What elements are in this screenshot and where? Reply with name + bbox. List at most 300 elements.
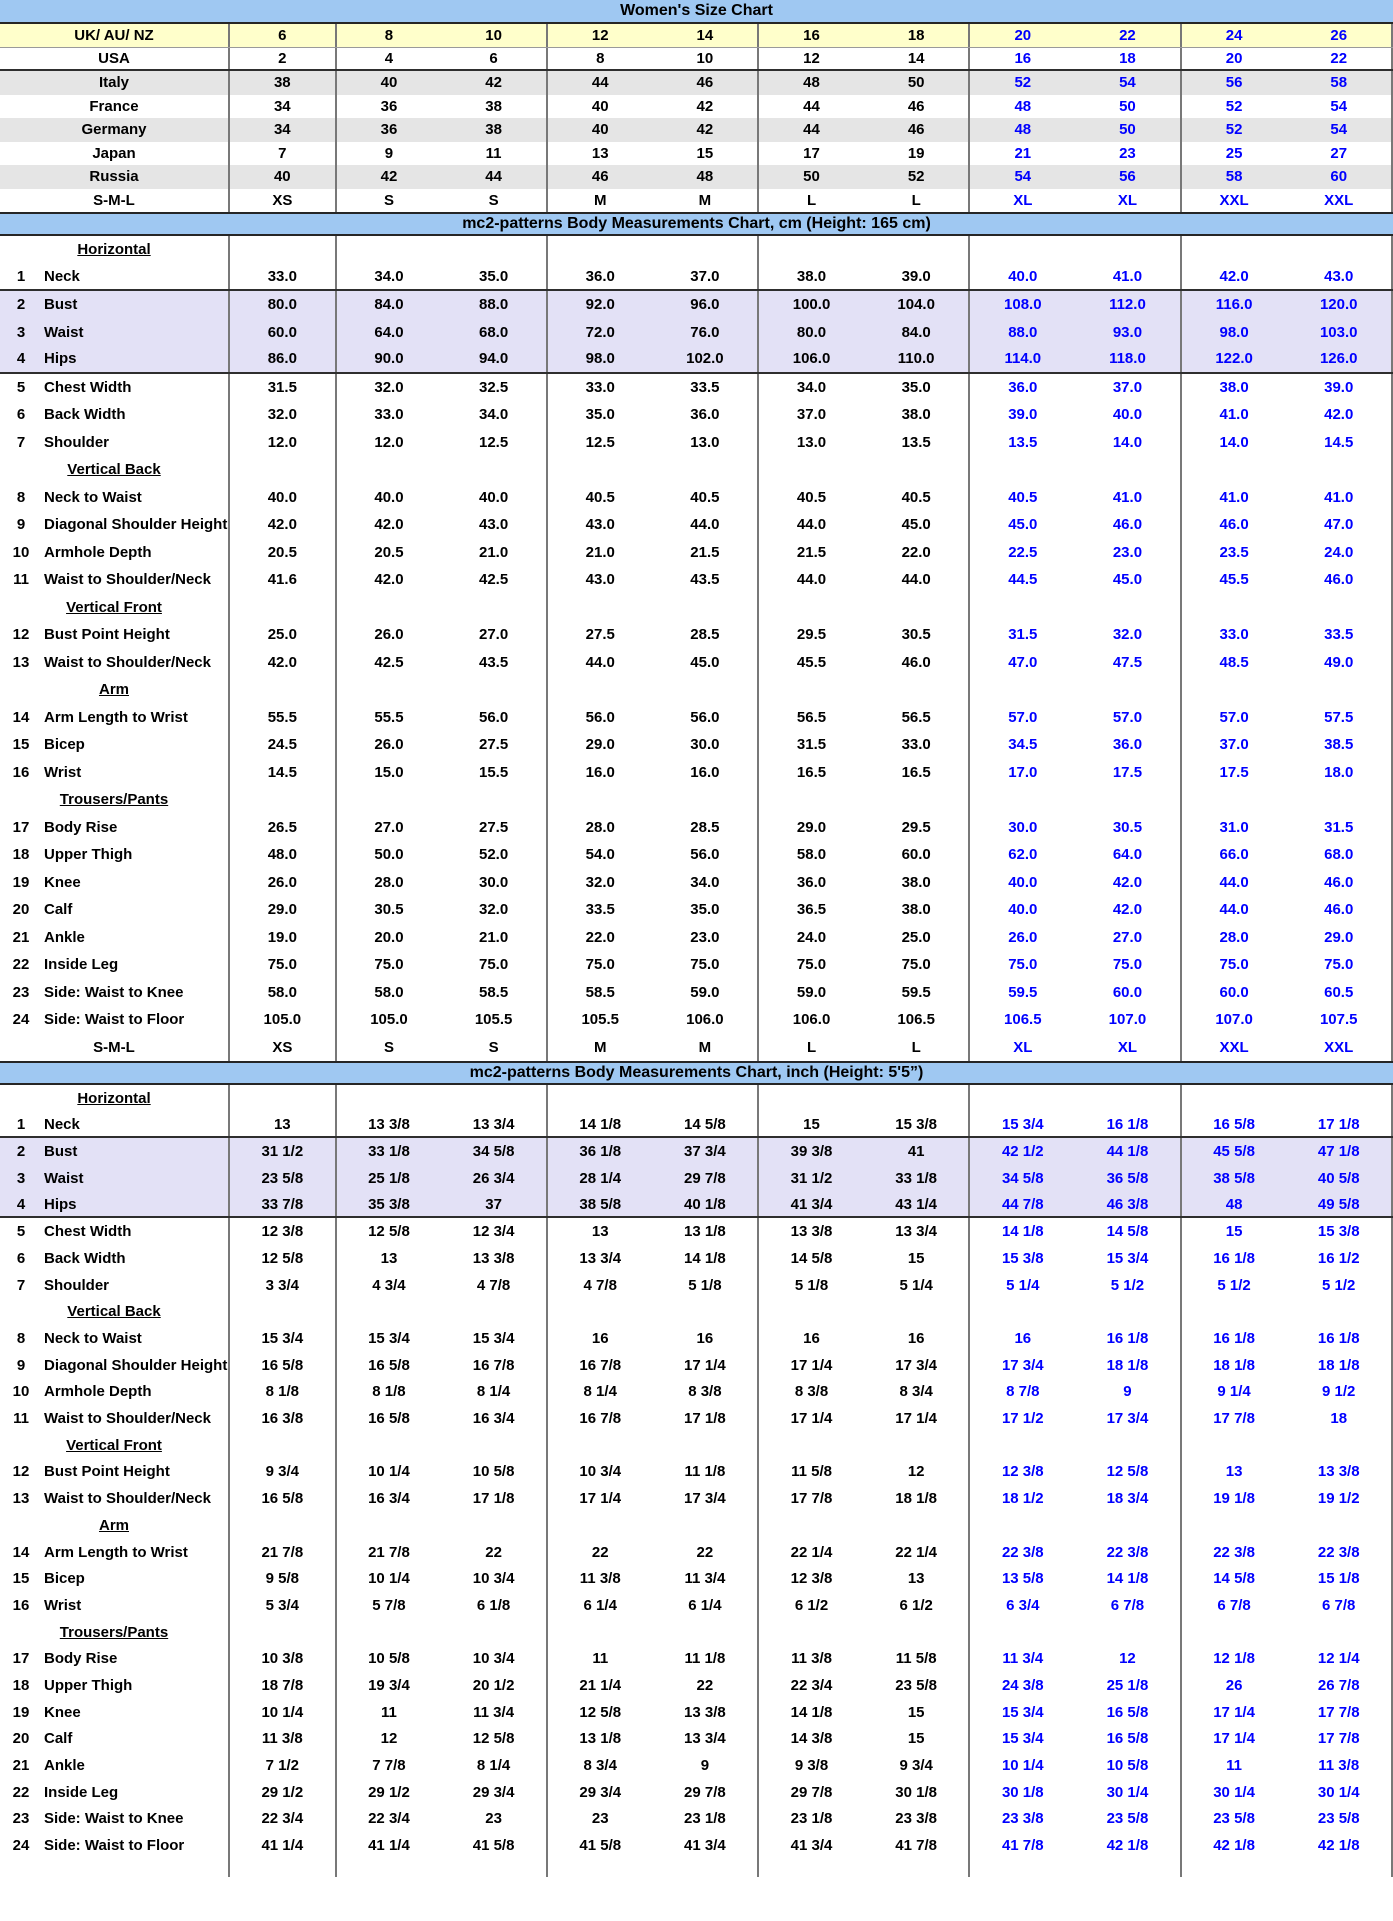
cell <box>759 1085 864 1112</box>
table-row <box>0 869 1393 897</box>
row-label <box>0 429 230 457</box>
cell: 58.0 <box>796 846 827 864</box>
cell: 7 7/8 <box>372 1757 406 1775</box>
cell: 41 1/4 <box>368 1837 410 1855</box>
cell: 16 <box>1014 1330 1032 1348</box>
label-text: Horizontal <box>77 1089 151 1107</box>
row-name: Side: Waist to Floor <box>44 1011 185 1029</box>
cell: 38.0 <box>864 401 971 429</box>
row-number: 8 <box>16 488 26 506</box>
cell: 21 7/8 <box>230 1539 337 1566</box>
cell: 58.0 <box>374 983 404 1001</box>
cell: 17 3/4 <box>864 1352 971 1379</box>
table-row <box>0 1165 1393 1192</box>
cell: 32.0 <box>374 378 404 396</box>
cell: 60.0 <box>864 841 971 869</box>
cell: 44 <box>441 165 548 189</box>
cell: 42.0 <box>374 571 404 589</box>
cell: 12.5 <box>441 429 548 457</box>
cell: 33.0 <box>585 378 615 396</box>
row-number: 12 <box>12 1463 30 1481</box>
row-label <box>0 841 230 869</box>
row-name: Knee <box>44 873 81 891</box>
cell: 43.0 <box>441 511 548 539</box>
cell <box>653 1432 760 1459</box>
cell: 40.0 <box>1008 267 1038 285</box>
row-name: Back Width <box>44 1249 126 1267</box>
cell: 16 7/8 <box>579 1356 622 1374</box>
row-number: 4 <box>16 350 26 368</box>
label-text: Vertical Back <box>67 1303 161 1321</box>
cell: 59.0 <box>653 979 760 1007</box>
row-name: Wrist <box>44 1596 82 1614</box>
cell <box>759 786 864 814</box>
cell: 60.0 <box>230 319 337 347</box>
cell: 40 <box>591 97 609 115</box>
cell <box>548 1512 653 1539</box>
cell: 23 1/8 <box>790 1810 833 1828</box>
label-text: Arm <box>98 681 129 699</box>
row-number: 5 <box>16 378 26 396</box>
cell: 23 5/8 <box>230 1165 337 1192</box>
row-label <box>0 1272 230 1299</box>
cell: 32.0 <box>230 401 337 429</box>
table-row <box>0 1034 1393 1062</box>
row-number: 12 <box>12 626 30 644</box>
row-name: Waist <box>44 323 84 341</box>
table-row <box>0 24 1393 48</box>
cell: 16 3/4 <box>441 1405 548 1432</box>
cell <box>759 1619 864 1646</box>
cell: 25 <box>1225 144 1243 162</box>
row-label <box>0 1165 230 1192</box>
cell: 12 3/8 <box>1001 1463 1044 1481</box>
cell: 33.5 <box>1286 621 1393 649</box>
table-row <box>0 401 1393 429</box>
cell: 34 <box>230 118 337 142</box>
cell: 75.0 <box>653 951 760 979</box>
cell: XL <box>1013 1038 1033 1056</box>
cell: 13 <box>591 1223 609 1241</box>
table-row <box>0 594 1393 622</box>
cell: 38.0 <box>864 869 971 897</box>
cell: 21.5 <box>653 539 760 567</box>
cell: 16 1/8 <box>1286 1325 1393 1352</box>
cell: 11 <box>441 142 548 166</box>
cell <box>337 594 442 622</box>
cell: 46.0 <box>1286 566 1393 594</box>
cell: 54 <box>1075 71 1182 95</box>
cell <box>1182 456 1287 484</box>
cell: 22 3/8 <box>1286 1539 1393 1566</box>
cell: 28.0 <box>374 873 404 891</box>
cell: 105.5 <box>441 1006 548 1034</box>
cell: 80.0 <box>230 291 337 319</box>
row-label <box>0 1565 230 1592</box>
cell: 20 1/2 <box>441 1672 548 1699</box>
table-row <box>0 1485 1393 1512</box>
row-name: Back Width <box>44 406 126 424</box>
size-conversion-table <box>0 24 1393 212</box>
cell: 19 <box>864 142 971 166</box>
cell: 58 <box>1286 71 1393 95</box>
cell: 16 <box>864 1325 971 1352</box>
cell: 41 5/8 <box>441 1832 548 1859</box>
row-number: 11 <box>13 1410 29 1428</box>
row-number: 5 <box>16 1223 26 1241</box>
cell: 17 1/8 <box>441 1485 548 1512</box>
cell: 39.0 <box>864 264 971 290</box>
cell: 52 <box>864 165 971 189</box>
cell: 22 <box>1286 48 1393 70</box>
row-label <box>0 1699 230 1726</box>
table-row <box>0 1806 1393 1833</box>
cell <box>548 1085 653 1112</box>
cell: 50 <box>864 71 971 95</box>
cell: 96.0 <box>653 291 760 319</box>
row-name: Bust <box>44 1143 78 1161</box>
cell: 56.0 <box>653 704 760 732</box>
cell: 36.5 <box>796 901 827 919</box>
cell: 28.0 <box>585 818 615 836</box>
row-number: 19 <box>12 873 30 891</box>
cell: 18 7/8 <box>230 1672 337 1699</box>
cell: 45.5 <box>796 653 827 671</box>
cell <box>441 1299 548 1326</box>
cell: 25.0 <box>864 924 971 952</box>
cell: 42 <box>441 71 548 95</box>
row-label <box>0 1325 230 1352</box>
cell: XXL <box>1219 191 1249 209</box>
cell: 39 3/8 <box>790 1143 833 1161</box>
row-label <box>0 1352 230 1379</box>
cell: 29.0 <box>585 736 615 754</box>
cell: 16 3/8 <box>230 1405 337 1432</box>
table-row <box>0 1245 1393 1272</box>
cell: 37.0 <box>653 264 760 290</box>
cell: 42.0 <box>1219 267 1249 285</box>
cell: 22 3/4 <box>790 1676 833 1694</box>
label-text: Trousers/Pants <box>59 791 169 809</box>
section-header <box>0 594 230 622</box>
table-row <box>0 1085 1393 1112</box>
cell: 15 3/4 <box>1001 1115 1044 1133</box>
cell: 41 7/8 <box>864 1832 971 1859</box>
row-name: Waist to Shoulder/Neck <box>44 1490 211 1508</box>
cell: 9 1/4 <box>1217 1383 1251 1401</box>
cell: 84.0 <box>864 319 971 347</box>
cell: 17 7/8 <box>1286 1726 1393 1753</box>
cell: 106.5 <box>864 1006 971 1034</box>
cell: 42.0 <box>374 516 404 534</box>
cell: 13 5/8 <box>1001 1570 1044 1588</box>
cell <box>1286 236 1393 264</box>
cell: 24 <box>1225 26 1243 44</box>
cell: 30.0 <box>1008 818 1038 836</box>
cell: 40 <box>230 165 337 189</box>
row-label <box>0 24 230 47</box>
cell: 18 1/8 <box>1286 1352 1393 1379</box>
cell: 30 1/4 <box>1213 1783 1255 1801</box>
cell: 44.0 <box>585 653 615 671</box>
cell: 10 5/8 <box>441 1459 548 1486</box>
cell: 10 1/4 <box>1001 1757 1044 1775</box>
cell: 88.0 <box>1008 323 1038 341</box>
cell: 22 <box>591 1543 609 1561</box>
cell: 68.0 <box>1286 841 1393 869</box>
cell: 13 3/4 <box>653 1726 760 1753</box>
cell: 34 5/8 <box>1001 1169 1044 1187</box>
row-label <box>0 566 230 594</box>
cell: 15.0 <box>374 763 404 781</box>
cell: 52 <box>1225 121 1243 139</box>
cell: 14.0 <box>1219 433 1249 451</box>
table-row <box>0 841 1393 869</box>
row-number: 7 <box>16 433 26 451</box>
cell: 6 1/2 <box>794 1596 829 1614</box>
row-number: 21 <box>12 1757 30 1775</box>
cell: 11 <box>592 1650 609 1668</box>
cell: 29 3/4 <box>579 1783 622 1801</box>
cell: 34 5/8 <box>441 1138 548 1165</box>
cell: 15 3/4 <box>441 1325 548 1352</box>
cell: 13 3/8 <box>368 1115 410 1133</box>
cell: 12 3/8 <box>790 1570 833 1588</box>
label-text: Japan <box>92 144 136 162</box>
row-name: Knee <box>44 1703 81 1721</box>
cell: 16 <box>803 26 820 44</box>
cell: 31.5 <box>796 736 827 754</box>
cell: 27.5 <box>441 731 548 759</box>
cell: 38.0 <box>1219 378 1249 396</box>
cell: 33.0 <box>1219 626 1249 644</box>
row-label <box>0 621 230 649</box>
cell: 38 <box>441 95 548 119</box>
cell: 14 1/8 <box>1075 1565 1182 1592</box>
cell <box>1182 1085 1287 1112</box>
cell: 14 5/8 <box>653 1112 760 1137</box>
row-name: Side: Waist to Knee <box>44 1810 184 1828</box>
table-row <box>0 1325 1393 1352</box>
cell: 41.0 <box>1075 264 1182 290</box>
cell: 28.0 <box>1219 928 1249 946</box>
cell: 30.0 <box>653 731 760 759</box>
row-name: Waist to Shoulder/Neck <box>44 653 211 671</box>
cell: 44 <box>591 74 609 92</box>
cell: 30 1/8 <box>864 1779 971 1806</box>
cell: 75.0 <box>1075 951 1182 979</box>
cell: 75.0 <box>1008 956 1038 974</box>
row-label <box>0 649 230 677</box>
cell: 75.0 <box>230 951 337 979</box>
cell <box>970 1299 1075 1326</box>
cell: 14.0 <box>1075 429 1182 457</box>
cell: 58.5 <box>585 983 615 1001</box>
cell: 20 <box>1225 49 1243 67</box>
cell <box>1286 594 1393 622</box>
cell: 16 <box>1014 49 1032 67</box>
row-label <box>0 1645 230 1672</box>
cell: 13 <box>591 144 609 162</box>
cell: 33.5 <box>585 901 615 919</box>
cell: 58.0 <box>230 979 337 1007</box>
cell: 9 <box>1075 1379 1182 1406</box>
cell: 35.0 <box>653 896 760 924</box>
cell: 36.0 <box>1075 731 1182 759</box>
cell: 23 5/8 <box>1075 1806 1182 1833</box>
cell: 27.0 <box>1075 924 1182 952</box>
cell <box>970 1619 1075 1646</box>
cell: 22 3/8 <box>1001 1543 1044 1561</box>
cell: 41 3/4 <box>653 1832 760 1859</box>
cell: 42.5 <box>374 653 404 671</box>
cell: 11 <box>381 1703 397 1721</box>
table-row <box>0 142 1393 166</box>
cell: 15 1/8 <box>1286 1565 1393 1592</box>
table-row <box>0 621 1393 649</box>
cell: 26 7/8 <box>1286 1672 1393 1699</box>
cell: 17.5 <box>1219 763 1249 781</box>
cell: 104.0 <box>864 291 971 319</box>
table-row <box>0 1726 1393 1753</box>
cell: 40.0 <box>1075 401 1182 429</box>
cell: 30 1/4 <box>1286 1779 1393 1806</box>
cell: 12 5/8 <box>579 1703 622 1721</box>
row-name: Waist to Shoulder/Neck <box>44 1410 211 1428</box>
row-label <box>0 1672 230 1699</box>
cell <box>970 676 1075 704</box>
cell: 11 3/4 <box>441 1699 548 1726</box>
cell: 3 3/4 <box>230 1272 337 1299</box>
cell: 36 1/8 <box>579 1143 622 1161</box>
row-name: Upper Thigh <box>44 846 133 864</box>
cell: 16 1/2 <box>1286 1245 1393 1272</box>
cell: 46.0 <box>1286 869 1393 897</box>
cell: 56.0 <box>653 841 760 869</box>
cell: 31.5 <box>1286 814 1393 842</box>
cell: 18 <box>1286 1405 1393 1432</box>
cell: 9 3/8 <box>794 1757 829 1775</box>
cell: 50 <box>1075 118 1182 142</box>
cell: 20 <box>1014 26 1032 44</box>
cell <box>1286 1512 1393 1539</box>
cell: 40.5 <box>653 484 760 512</box>
cell: 13 1/8 <box>579 1730 622 1748</box>
row-name: Neck <box>44 1115 80 1133</box>
cell: 24 3/8 <box>1001 1676 1044 1694</box>
cell: 48 <box>1014 121 1032 139</box>
cell: 16.5 <box>796 763 827 781</box>
cell: 10 5/8 <box>1075 1752 1182 1779</box>
table-row <box>0 566 1393 594</box>
cell: 6 1/4 <box>653 1592 760 1619</box>
cell: 29 7/8 <box>653 1779 760 1806</box>
cell: 14 5/8 <box>1075 1218 1182 1245</box>
cell: 28 1/4 <box>579 1169 622 1187</box>
row-label <box>0 374 230 402</box>
cell: 50 <box>1075 95 1182 119</box>
cell: 8 3/8 <box>653 1379 760 1406</box>
cell: 20.5 <box>230 539 337 567</box>
cell: 12 <box>380 1730 398 1748</box>
row-name: Diagonal Shoulder Height <box>44 1356 228 1374</box>
row-number: 1 <box>16 267 26 285</box>
cell <box>548 1432 653 1459</box>
cell: M <box>593 191 607 209</box>
cell: 37.0 <box>1219 736 1249 754</box>
cell: 38 5/8 <box>1213 1169 1255 1187</box>
row-label <box>0 71 230 95</box>
cell: 15 3/8 <box>864 1112 971 1137</box>
cell: 35.0 <box>441 264 548 290</box>
cell <box>759 1859 864 1877</box>
cell: 37.0 <box>1075 374 1182 402</box>
cell: 107.5 <box>1286 1006 1393 1034</box>
cell: 55.5 <box>230 704 337 732</box>
cell: 6 3/4 <box>1006 1596 1040 1614</box>
table-row <box>0 1752 1393 1779</box>
cell <box>759 676 864 704</box>
cell: 14 1/8 <box>579 1115 622 1133</box>
cell: 18 3/4 <box>1075 1485 1182 1512</box>
cell <box>653 1085 760 1112</box>
table-row <box>0 484 1393 512</box>
cell: 11 3/8 <box>230 1726 337 1753</box>
cell: 59.5 <box>1008 983 1038 1001</box>
cell: 16.0 <box>653 759 760 787</box>
row-name: Inside Leg <box>44 956 119 974</box>
cell <box>337 676 442 704</box>
cell: 50 <box>803 168 820 186</box>
cell: 106.5 <box>1004 1011 1042 1029</box>
row-label <box>0 1485 230 1512</box>
cell: 28.5 <box>653 814 760 842</box>
cell: 46 <box>864 95 971 119</box>
cell: 12 <box>864 1459 971 1486</box>
cell: 98.0 <box>1219 323 1249 341</box>
cell: 17 <box>803 144 820 162</box>
cell <box>548 456 653 484</box>
cell: 19 3/4 <box>368 1676 410 1694</box>
row-label <box>0 1245 230 1272</box>
cell: 56.5 <box>864 704 971 732</box>
row-name: Armhole Depth <box>44 1383 152 1401</box>
cell: 86.0 <box>230 346 337 372</box>
cell: 17 1/4 <box>1213 1730 1255 1748</box>
cell: 60.0 <box>1219 983 1249 1001</box>
cell: 15 <box>864 1245 971 1272</box>
cell <box>970 1512 1075 1539</box>
cell: 19 1/2 <box>1286 1485 1393 1512</box>
row-label <box>0 1592 230 1619</box>
table-row <box>0 374 1393 402</box>
cell <box>653 236 760 264</box>
cell <box>548 1299 653 1326</box>
table-row <box>0 676 1393 704</box>
cell: 64.0 <box>1075 841 1182 869</box>
cell: L <box>806 1038 817 1056</box>
cell: 35 3/8 <box>368 1195 410 1213</box>
cell: 114.0 <box>1004 350 1042 368</box>
cell: 48.5 <box>1219 653 1249 671</box>
cell: 22 <box>653 1539 760 1566</box>
cell: 18 1/8 <box>1075 1352 1182 1379</box>
section-header <box>0 1299 230 1326</box>
cell: 6 <box>230 24 337 47</box>
cell: 23 5/8 <box>864 1672 971 1699</box>
cell: 44 7/8 <box>1001 1195 1044 1213</box>
table-row <box>0 264 1393 292</box>
